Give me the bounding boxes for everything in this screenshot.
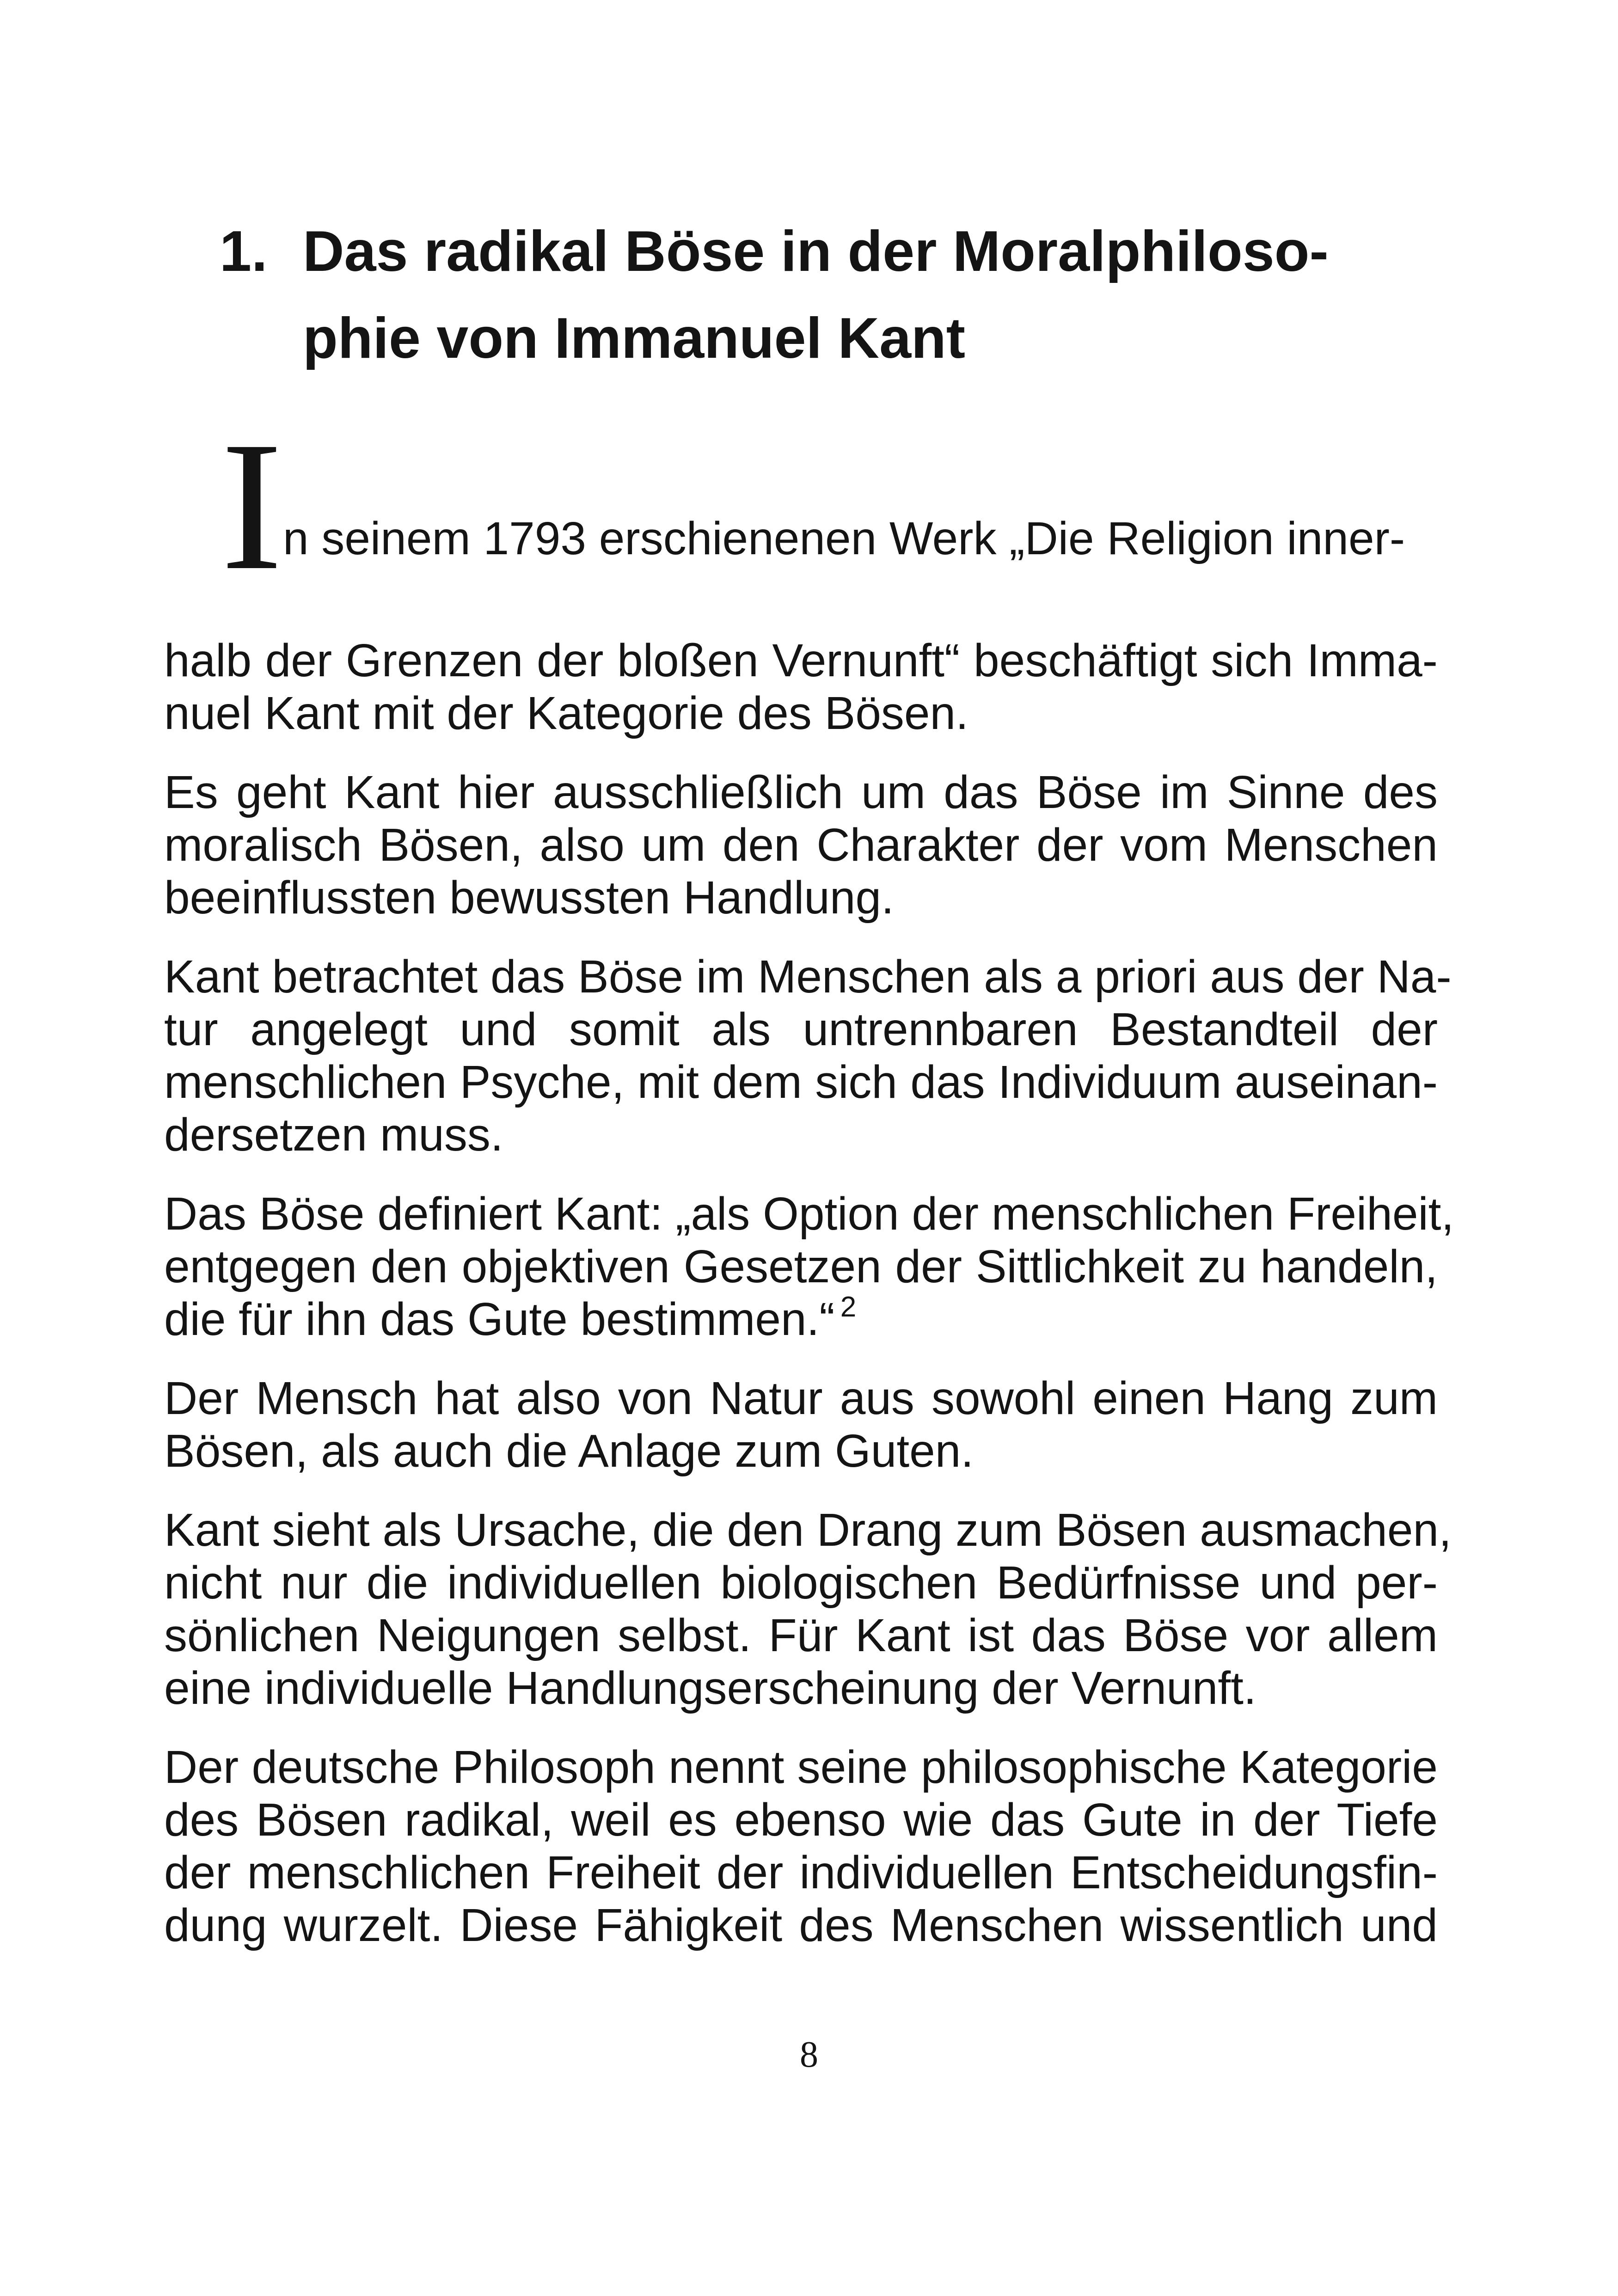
paragraph-6 <box>164 1504 1452 1714</box>
text-line: Kant betrachtet das Böse im Menschen als a priori aus der Na- <box>164 951 1452 1003</box>
text-line: sönlichen Neigungen selbst. Für Kant ist das Böse vor allem <box>164 1610 1438 1661</box>
text-line: dersetzen muss. <box>164 1109 503 1161</box>
text-line: Das Böse definiert Kant: „als Option der menschlichen Freiheit, <box>164 1188 1454 1240</box>
paragraph-7 <box>164 1741 1438 1952</box>
paragraph-2 <box>164 766 1438 924</box>
opening-first-line: n seinem 1793 erschienenen Werk „Die Religion inner- <box>283 513 1405 564</box>
paragraph-4 <box>164 1188 1454 1346</box>
text-line: beeinflussten bewussten Handlung. <box>164 872 894 924</box>
text-line-with-footnote <box>164 1293 1438 1346</box>
text-line: der menschlichen Freiheit der individuellen Entscheidungsfin- <box>164 1847 1438 1898</box>
body-text <box>164 634 1454 1978</box>
paragraph-1 <box>164 634 1438 740</box>
text-line: halb der Grenzen der bloßen Vernunft“ beschäftigt sich Imma- <box>164 635 1438 686</box>
text-line: nuel Kant mit der Kategorie des Bösen. <box>164 687 968 739</box>
text-line: Der Mensch hat also von Natur aus sowohl einen Hang zum <box>164 1372 1438 1424</box>
paragraph-3 <box>164 950 1452 1161</box>
paragraph-5 <box>164 1372 1438 1477</box>
text-line: die für ihn das Gute bestimmen.“ <box>164 1293 835 1345</box>
text-line: tur angelegt und somit als untrennbaren Bestandteil der <box>164 1004 1438 1055</box>
text-line: menschlichen Psyche, mit dem sich das Individuum auseinan- <box>164 1056 1438 1108</box>
chapter-heading-line-1 <box>220 208 1468 295</box>
drop-cap: I <box>221 404 283 608</box>
chapter-number: 1. <box>220 220 268 283</box>
text-line: Kant sieht als Ursache, die den Drang zum Bösen ausmachen, <box>164 1504 1452 1556</box>
text-line: des Bösen radikal, weil es ebenso wie das Gute in der Tiefe <box>164 1794 1438 1846</box>
chapter-heading <box>220 208 1468 382</box>
chapter-title-line-2: phie von Immanuel Kant <box>303 306 966 370</box>
text-line: nicht nur die individuellen biologischen Bedürfnisse und per- <box>164 1557 1438 1609</box>
text-line: Es geht Kant hier ausschließlich um das Böse im Sinne des <box>164 766 1438 818</box>
chapter-title-line-1: Das radikal Böse in der Moralphiloso- <box>303 220 1329 283</box>
page-number: 8 <box>800 2034 818 2075</box>
footnote-reference[interactable]: 2 <box>840 1291 857 1323</box>
text-line: dung wurzelt. Diese Fähigkeit des Menschen wissentlich und <box>164 1899 1438 1951</box>
text-line: moralisch Bösen, also um den Charakter der vom Menschen <box>164 819 1438 871</box>
text-line: entgegen den objektiven Gesetzen der Sittlichkeit zu handeln, <box>164 1241 1438 1292</box>
chapter-heading-line-2 <box>220 295 1468 382</box>
text-line: Bösen, als auch die Anlage zum Guten. <box>164 1425 974 1477</box>
text-line: Der deutsche Philosoph nennt seine philosophische Kategorie <box>164 1741 1438 1793</box>
text-line: eine individuelle Handlungserscheinung der Vernunft. <box>164 1662 1256 1714</box>
